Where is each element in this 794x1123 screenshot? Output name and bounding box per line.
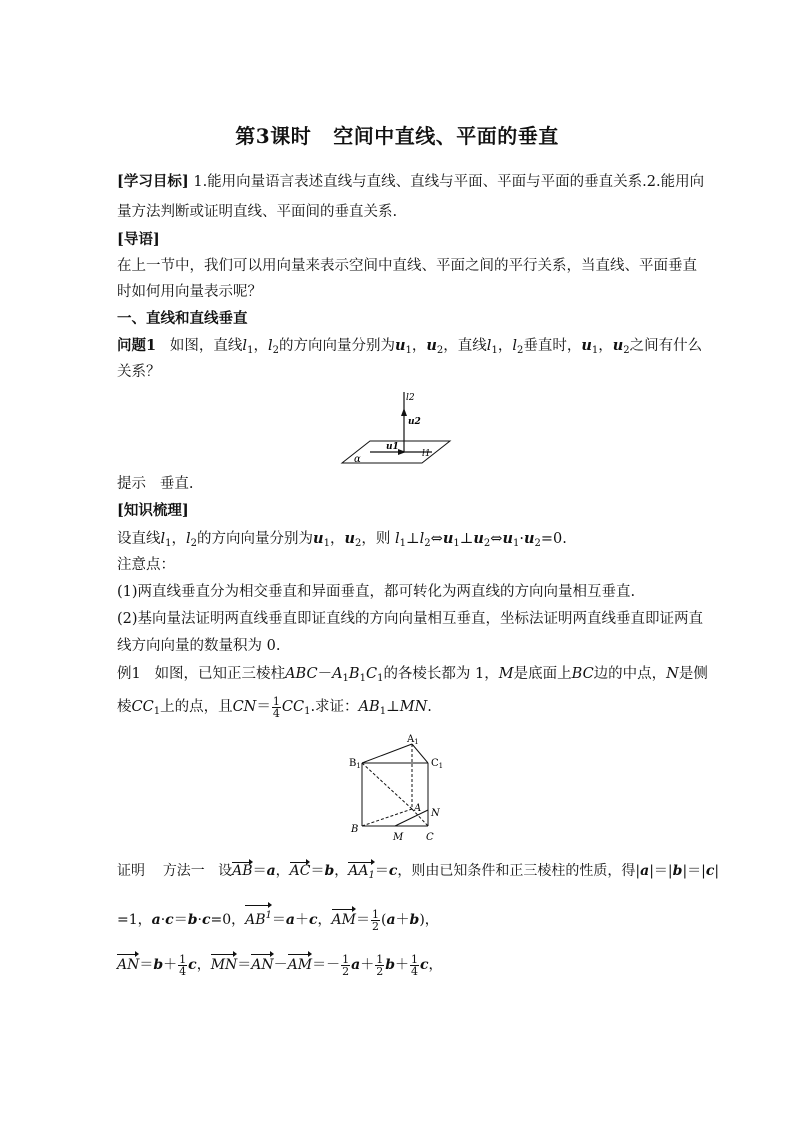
hint-line: 提示 垂直. (117, 476, 194, 492)
question-1-line-1: 问题1 如图，直线$l_1$，$l_2$的方向向量分别为$u_1$，$u_2$，直线$l_1$，$l_2$垂直时，$u_1$，$u_2$之间有什么 (117, 337, 703, 356)
fraction-one-quarter: $\frac{1}{4}$ (272, 694, 280, 720)
example-1-line-1: 例1 如图，已知正三棱柱$ABC-A_1B_1C_1$的各棱长都为 1，M是底面上BC边的中点，N是侧 (117, 666, 708, 684)
objectives-line-1: [学习目标] 1.能用向量语言表述直线与直线、直线与平面、平面与平面的垂直关系.2.能用向 (117, 173, 705, 190)
u1-label: u1 (386, 442, 399, 452)
notes-label: 注意点： (117, 557, 175, 573)
label-n: N (431, 808, 440, 819)
segment-mn (395, 810, 428, 826)
example-1-line-2: 棱$CC_1$上的点，且CN＝ $\frac{1}{4}$ $CC_1$.求证：$AB_1\perp MN$. (117, 694, 432, 720)
label-a: A (414, 803, 422, 814)
segment-ab1 (362, 763, 412, 809)
label-b1: $B_1$ (349, 758, 361, 770)
l2-label: l2 (406, 393, 415, 403)
question-label: 问题1 (117, 337, 157, 354)
figure-perpendicular-lines (340, 388, 460, 468)
label-m: M (393, 832, 404, 843)
knowledge-line-1: 设直线$l_1$，$l_2$的方向向量分别为$u_1$，$u_2$，则 $l_1\perp l_2\Leftrightarrow u_1\perp u_2\Leftrightarrow u_1\cdot u_2=0$. (117, 530, 567, 549)
label-b: B (351, 824, 359, 835)
objectives-line-2: 量方法判断或证明直线、平面间的垂直关系. (117, 204, 398, 220)
l1-label: l1 (422, 449, 431, 459)
example-label: 例1 (117, 666, 141, 682)
edge-a1c1 (412, 744, 428, 763)
label-c: C (426, 832, 434, 843)
section-heading: 一、直线和直线垂直 (117, 310, 248, 327)
note-2-line-2: 线方向向量的数量积为 0. (117, 638, 281, 654)
lesson-topic: 空间中直线、平面的垂直 (333, 124, 559, 148)
intro-line-2: 时如何用向量表示呢？ (117, 284, 262, 300)
objectives-label: [学习目标] (117, 173, 189, 190)
edge-ab (362, 809, 412, 826)
proof-method: 方法一 (162, 863, 205, 879)
knowledge-label: [知识梳理] (117, 502, 189, 519)
proof-line-2: =1，a·c＝b·c=0，$AB^1=a+c$，AM＝ $\frac{1}{2}$ (a＋b)， (117, 904, 682, 932)
page-title (0, 120, 794, 149)
proof-line-3: AN＝b＋ $\frac{1}{4}$ c，MN＝AN－AM＝－ $\frac{1}{2}$ a＋ $\frac{1}{2}$ b＋ $\frac{1}{4}$ c， (117, 952, 443, 978)
proof-line-1: 证明 方法一 设AB＝a，AC＝b，$AA_1=c$，则由已知条件和正三棱柱的性质，得|a|＝|b|＝|c| (117, 861, 682, 886)
u1-arrow (398, 449, 406, 455)
label-c1: $C_1$ (431, 758, 444, 770)
plane-label: α (354, 454, 361, 465)
label-a1: $A_1$ (407, 734, 419, 746)
fraction-half-b: $\frac{1}{2}$ (376, 952, 384, 978)
u2-arrow (401, 408, 407, 416)
question-1-line-2: 关系？ (117, 364, 161, 380)
intro-label: [导语] (117, 231, 160, 248)
fraction-half-a: $\frac{1}{2}$ (342, 952, 350, 978)
intro-line-1: 在上一节中，我们可以用向量来表示空间中直线、平面之间的平行关系，当直线、平面垂直 (117, 258, 697, 274)
note-1: (1)两直线垂直分为相交垂直和异面垂直，都可转化为两直线的方向向量相互垂直. (117, 584, 636, 600)
figure-triangular-prism (345, 732, 450, 844)
proof-label: 证明 (117, 863, 145, 879)
fraction-quarter-c: $\frac{1}{4}$ (411, 952, 418, 978)
hint-label: 提示 (117, 476, 146, 492)
u2-label: u2 (408, 417, 421, 427)
lesson-label: 第3课时 (235, 124, 312, 148)
edge-b1a1 (362, 744, 412, 763)
note-2-line-1: (2)基向量法证明两直线垂直即证直线的方向向量相互垂直，坐标法证明两直线垂直即证两直 (117, 611, 704, 627)
fraction-quarter-a: $\frac{1}{4}$ (179, 952, 187, 978)
fraction-one-half: $\frac{1}{2}$ (371, 907, 379, 933)
